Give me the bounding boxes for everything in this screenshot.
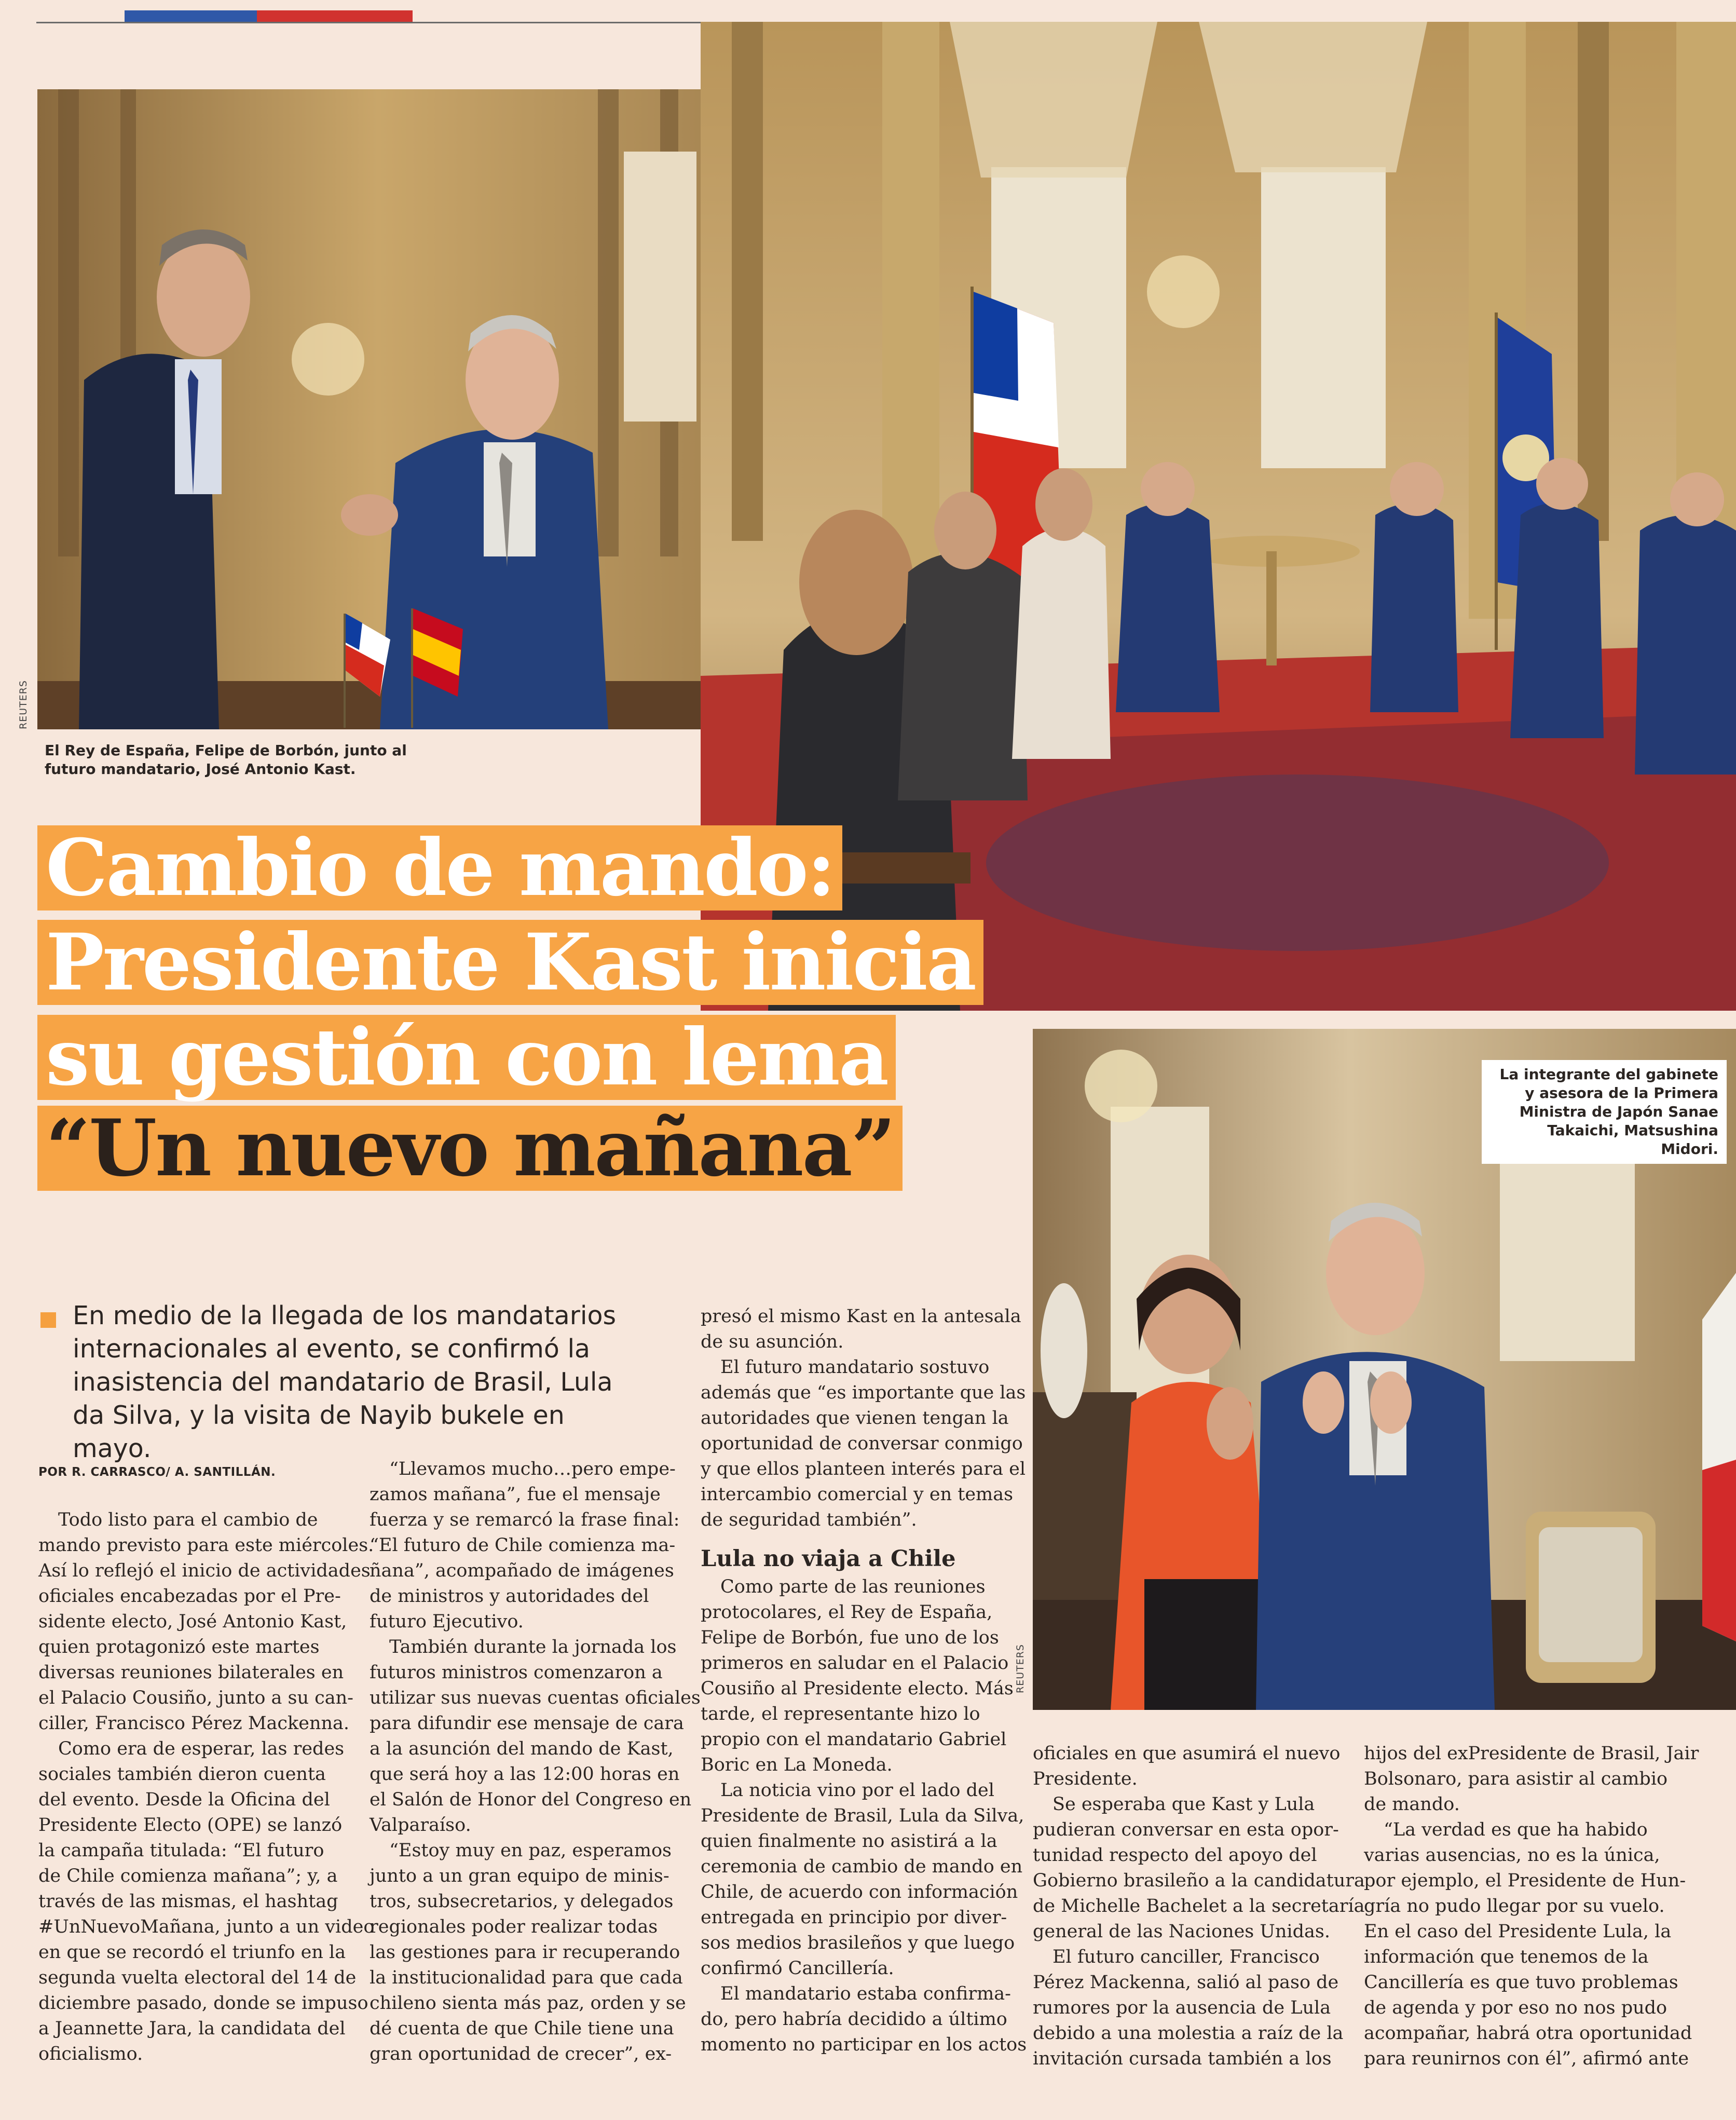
caption-japan-line-2: y asesora de la Primera [1525, 1084, 1718, 1102]
article-column-5 [1364, 1741, 1706, 2072]
text-line: diciembre pasado, donde se impuso [38, 1993, 368, 2014]
text-line: regionales poder realizar todas [370, 1917, 658, 1937]
text-line: gran oportunidad de crecer”, ex- [370, 2044, 672, 2064]
subhead-lula: Lula no viaja a Chile [701, 1546, 956, 1572]
article-column-1 [38, 1507, 375, 2067]
text-line: gría no pudo llegar por su vuelo. [1364, 1896, 1665, 1917]
text-line: a Jeannette Jara, la candidata del [38, 2018, 346, 2039]
text-line: intercambio comercial y en temas [701, 1484, 1014, 1505]
text-line: la campaña titulada: “El futuro [38, 1840, 324, 1861]
text-line: de agenda y por eso no nos pudo [1364, 1997, 1667, 2018]
text-line: protocolares, el Rey de España, [701, 1602, 993, 1623]
text-line: través de las mismas, el hashtag [38, 1891, 338, 1912]
text-line: de seguridad también”. [701, 1510, 917, 1530]
text-line: autoridades que vienen tengan la [701, 1408, 1009, 1429]
text-line: oficiales en que asumirá el nuevo [1033, 1743, 1341, 1764]
text-line: “Estoy muy en paz, esperamos [389, 1840, 672, 1861]
text-line: fuerza y se remarcó la frase final: [370, 1510, 680, 1530]
text-line: Presidente. [1033, 1769, 1138, 1789]
text-line: acompañar, habrá otra oportunidad [1364, 2023, 1692, 2044]
headline-line-4: “Un nuevo mañana” [37, 1106, 903, 1191]
text-line: “Llevamos mucho…pero empe- [389, 1459, 676, 1479]
text-line: Presidente de Brasil, Lula da Silva, [701, 1805, 1024, 1826]
text-line: oficialismo. [38, 2044, 143, 2064]
text-line: ceremonia de cambio de mando en [701, 1856, 1023, 1877]
text-line: oportunidad de conversar conmigo [701, 1433, 1023, 1454]
text-line: sidente electo, José Antonio Kast, [38, 1611, 347, 1632]
text-line: ñana”, acompañado de imágenes [370, 1560, 674, 1581]
text-line: que será hoy a las 12:00 horas en [370, 1764, 680, 1785]
lead-bullet [40, 1312, 56, 1328]
text-line: Bolsonaro, para asistir al cambio [1364, 1769, 1668, 1789]
photo-credit-king: REUTERS [18, 680, 29, 729]
text-line: segunda vuelta electoral del 14 de [38, 1967, 357, 1988]
byline: POR R. CARRASCO/ A. SANTILLÁN. [38, 1465, 276, 1479]
photo-credit-japan: REUTERS [1015, 1644, 1026, 1693]
text-line: las gestiones para ir recuperando [370, 1942, 680, 1963]
text-line: general de las Naciones Unidas. [1033, 1921, 1330, 1942]
text-line: futuros ministros comenzaron a [370, 1662, 663, 1683]
text-line: Así lo reflejó el inicio de actividades [38, 1560, 371, 1581]
text-line: sociales también dieron cuenta [38, 1764, 326, 1785]
headline-line-3: su gestión con lema [37, 1015, 896, 1100]
headline-line-1: Cambio de mando: [37, 825, 842, 910]
text-line: Presidente Electo (OPE) se lanzó [38, 1815, 343, 1836]
text-line: diversas reuniones bilaterales en [38, 1662, 344, 1683]
text-line: El futuro mandatario sostuvo [720, 1357, 990, 1378]
text-line: En el caso del Presidente Lula, la [1364, 1921, 1672, 1942]
text-line: Valparaíso. [370, 1815, 471, 1836]
text-line: debido a una molestia a raíz de la [1033, 2023, 1344, 2044]
text-line: do, pero habría decidido a último [701, 2009, 1007, 2030]
text-line: de Michelle Bachelet a la secretaría [1033, 1896, 1365, 1917]
text-line: Todo listo para el cambio de [58, 1510, 318, 1530]
article-column-4 [1033, 1741, 1365, 2072]
text-line: rumores por la ausencia de Lula [1033, 1997, 1331, 2018]
text-line: del evento. Desde la Oficina del [38, 1789, 330, 1810]
photo-palace-meeting [701, 22, 1736, 1011]
text-line: oficiales encabezadas por el Pre- [38, 1586, 341, 1607]
text-line: varias ausencias, no es la única, [1364, 1845, 1660, 1866]
caption-japan-line-1: La integrante del gabinete [1499, 1066, 1718, 1083]
text-line: ciller, Francisco Pérez Mackenna. [38, 1713, 350, 1734]
text-line: #UnNuevoMañana, junto a un video [38, 1917, 375, 1937]
text-line: Chile, de acuerdo con información [701, 1882, 1018, 1902]
text-line: por ejemplo, el Presidente de Hun- [1364, 1870, 1686, 1891]
text-line: Boric en La Moneda. [701, 1755, 893, 1775]
photo-king-kast [37, 89, 718, 729]
text-line: Gobierno brasileño a la candidatura [1033, 1870, 1365, 1891]
text-line: a la asunción del mando de Kast, [370, 1738, 674, 1759]
caption-king: El Rey de España, Felipe de Borbón, junto al futuro mandatario, José Antonio Kast. [45, 742, 407, 778]
text-line: futuro Ejecutivo. [370, 1611, 524, 1632]
text-line: de su asunción. [701, 1331, 844, 1352]
text-line: La noticia vino por el lado del [720, 1780, 994, 1801]
text-line: para reunirnos con él”, afirmó ante [1364, 2048, 1689, 2069]
text-line: “El futuro de Chile comienza ma- [370, 1535, 676, 1556]
text-line: el Palacio Cousiño, junto a su can- [38, 1688, 353, 1708]
text-line: quien finalmente no asistirá a la [701, 1831, 997, 1852]
text-line: “La verdad es que ha habido [1384, 1819, 1648, 1840]
text-line: el Salón de Honor del Congreso en [370, 1789, 692, 1810]
text-line: en que se recordó el triunfo en la [38, 1942, 346, 1963]
text-line: sos medios brasileños y que luego [701, 1933, 1015, 1953]
text-line: Como era de esperar, las redes [58, 1738, 345, 1759]
text-line: El futuro canciller, Francisco [1052, 1947, 1320, 1967]
text-line: El mandatario estaba confirma- [720, 1983, 1011, 2004]
text-line: presó el mismo Kast en la antesala [701, 1306, 1021, 1327]
text-line: Como parte de las reuniones [720, 1577, 986, 1597]
text-line: dé cuenta de que Chile tiene una [370, 2018, 674, 2039]
text-line: chileno sienta más paz, orden y se [370, 1993, 686, 2014]
headline-line-2: Presidente Kast inicia [37, 920, 983, 1005]
text-line: momento no participar en los actos [701, 2034, 1027, 2055]
text-line: confirmó Cancillería. [701, 1958, 894, 1979]
section-flag-strip [125, 10, 413, 22]
text-line: invitación cursada también a los [1033, 2048, 1332, 2069]
text-line: tunidad respecto del apoyo del [1033, 1845, 1317, 1866]
text-line: de mando. [1364, 1794, 1460, 1815]
text-line: Cousiño al Presidente electo. Más [701, 1678, 1014, 1699]
caption-japan-line-3: Ministra de Japón Sanae [1519, 1103, 1718, 1120]
text-line: junto a un gran equipo de minis- [370, 1866, 669, 1886]
text-line: pudieran conversar en esta opor- [1033, 1819, 1339, 1840]
text-line: Cancillería es que tuvo problemas [1364, 1972, 1678, 1993]
text-line: mando previsto para este miércoles. [38, 1535, 374, 1556]
article-column-2 [370, 1457, 701, 2067]
text-line: tros, subsecretarios, y delegados [370, 1891, 674, 1912]
text-line: Se esperaba que Kast y Lula [1052, 1794, 1315, 1815]
text-line: para difundir ese mensaje de cara [370, 1713, 684, 1734]
text-line: la institucionalidad para que cada [370, 1967, 683, 1988]
text-line: de Chile comienza mañana”; y, a [38, 1866, 338, 1886]
text-line: entregada en principio por diver- [701, 1907, 1007, 1928]
text-line: primeros en saludar en el Palacio [701, 1653, 1009, 1674]
text-line: Felipe de Borbón, fue uno de los [701, 1627, 999, 1648]
text-line: además que “es importante que las [701, 1382, 1026, 1403]
text-line: utilizar sus nuevas cuentas oficiales [370, 1688, 701, 1708]
caption-japan-line-4: Takaichi, Matsushina Midori. [1547, 1122, 1718, 1158]
text-line: También durante la jornada los [389, 1637, 677, 1657]
text-line: de ministros y autoridades del [370, 1586, 649, 1607]
text-line: y que ellos planteen interés para el [701, 1459, 1026, 1479]
text-line: tarde, el representante hizo lo [701, 1704, 980, 1724]
text-line: propio con el mandatario Gabriel [701, 1729, 1007, 1750]
text-line: quien protagonizó este martes [38, 1637, 320, 1657]
lead-paragraph: En medio de la llegada de los mandatarios internacionales al evento, se confirmó la inasistencia del mandatario de Brasil, Lula da Silva, y la visita de Nayib bukele en mayo. [73, 1301, 616, 1463]
text-line: información que tenemos de la [1364, 1947, 1649, 1967]
text-line: hijos del exPresidente de Brasil, Jair [1364, 1743, 1699, 1764]
text-line: Pérez Mackenna, salió al paso de [1033, 1972, 1339, 1993]
caption-japan [1482, 1060, 1727, 1164]
text-line: zamos mañana”, fue el mensaje [370, 1484, 661, 1505]
